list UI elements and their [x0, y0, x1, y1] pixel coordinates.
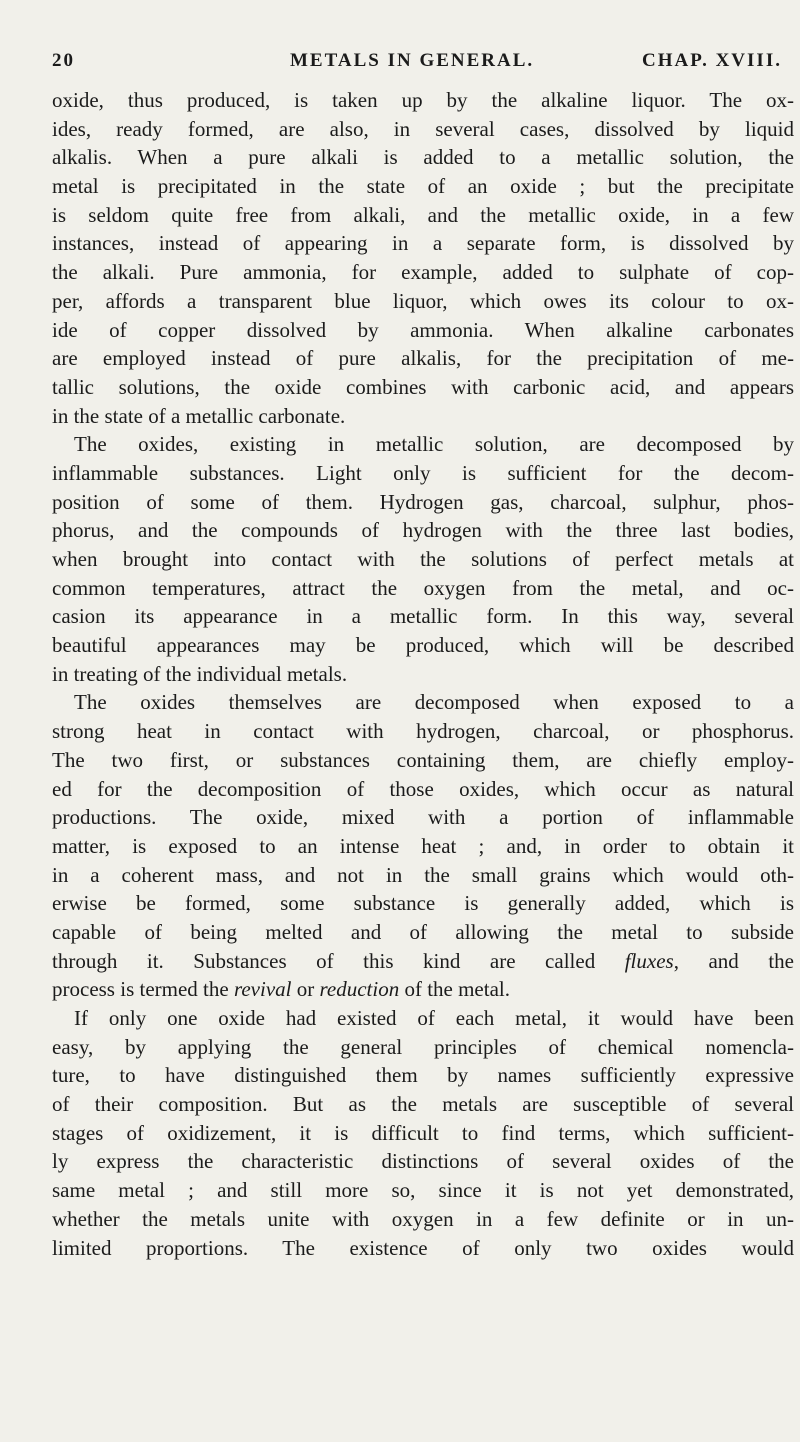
text-line: matter, is exposed to an intense heat ; and, in order to obtain it: [52, 833, 794, 858]
text-line: are employed instead of pure alkalis, for the precipitation of me-: [52, 346, 794, 371]
text-line: ides, ready formed, are also, in several cases, dissolved by liquid: [52, 116, 794, 141]
text-line: capable of being melted and of allowing the metal to subside: [52, 919, 794, 944]
text-line-with-italic: [52, 947, 794, 976]
text-line: is seldom quite free from alkali, and the metallic oxide, in a few: [52, 202, 794, 227]
text-line-with-italic: [52, 975, 794, 1004]
text-line: ed for the decomposition of those oxides, which occur as natural: [52, 776, 794, 801]
text-line: ly express the characteristic distinctions of several oxides of the: [52, 1149, 794, 1174]
italic-term-revival: revival: [233, 977, 292, 1002]
text-line: stages of oxidizement, it is difficult to find terms, which sufficient-: [52, 1120, 794, 1145]
page-number: 20: [52, 50, 75, 71]
text-line: whether the metals unite with oxygen in a few definite or in un-: [52, 1206, 794, 1231]
text-line: instances, instead of appearing in a separate form, is dissolved by: [52, 231, 794, 256]
text-segment: of the metal.: [399, 977, 510, 1002]
running-title: METALS IN GENERAL.: [290, 50, 535, 71]
body-text: [52, 86, 794, 1262]
text-line: The two first, or substances containing them, are chiefly employ-: [52, 747, 794, 772]
text-line: erwise be formed, some substance is generally added, which is: [52, 891, 794, 916]
text-line: easy, by applying the general principles of chemical nomencla-: [52, 1034, 794, 1059]
text-segment: or: [291, 977, 320, 1002]
running-head: [52, 50, 797, 80]
text-line: per, affords a transparent blue liquor, which owes its colour to ox-: [52, 288, 794, 313]
text-line: beautiful appearances may be produced, which will be described: [52, 633, 794, 658]
italic-term-reduction: reduction: [319, 977, 400, 1002]
text-segment: process is termed the: [52, 977, 234, 1002]
text-line: alkalis. When a pure alkali is added to a metallic solution, the: [52, 145, 794, 170]
text-line: of their composition. But as the metals are susceptible of several: [52, 1092, 794, 1117]
text-line: strong heat in contact with hydrogen, charcoal, or phosphorus.: [52, 719, 794, 744]
text-line: position of some of them. Hydrogen gas, charcoal, sulphur, phos-: [52, 489, 794, 514]
text-line: the alkali. Pure ammonia, for example, added to sulphate of cop-: [52, 260, 794, 285]
text-segment: , and the: [673, 948, 794, 973]
text-line: tallic solutions, the oxide combines with carbonic acid, and appears: [52, 374, 794, 399]
text-line: in a coherent mass, and not in the small grains which would oth-: [52, 862, 794, 887]
text-line: ture, to have distinguished them by names sufficiently expressive: [52, 1063, 794, 1088]
text-line: ide of copper dissolved by ammonia. When alkaline carbonates: [52, 317, 794, 342]
text-line: common temperatures, attract the oxygen from the metal, and oc-: [52, 575, 794, 600]
text-line: casion its appearance in a metallic form. In this way, several: [52, 604, 794, 629]
text-line: in treating of the individual metals.: [52, 661, 348, 686]
text-line: oxide, thus produced, is taken up by the alkaline liquor. The ox-: [52, 88, 794, 112]
text-line: productions. The oxide, mixed with a portion of inflammable: [52, 805, 794, 830]
text-segment: through it. Substances of this kind are called: [52, 948, 625, 973]
italic-term-fluxes: fluxes: [624, 948, 674, 973]
text-line: same metal ; and still more so, since it is not yet demonstrated,: [52, 1178, 794, 1203]
text-line: metal is precipitated in the state of an oxide ; but the precipitate: [52, 174, 794, 199]
text-line: If only one oxide had existed of each metal, it would have been: [74, 1006, 794, 1030]
text-line: The oxides themselves are decomposed when exposed to a: [74, 690, 794, 715]
text-line: inflammable substances. Light only is sufficient for the decom-: [52, 460, 794, 485]
text-line: The oxides, existing in metallic solution, are decomposed by: [74, 432, 794, 457]
text-line: phorus, and the compounds of hydrogen with the three last bodies,: [52, 518, 794, 543]
text-line: limited proportions. The existence of only two oxides would: [52, 1235, 794, 1260]
text-line: when brought into contact with the solutions of perfect metals at: [52, 547, 794, 571]
text-line: in the state of a metallic carbonate.: [52, 403, 346, 428]
chapter-label: CHAP. XVIII.: [642, 50, 782, 71]
